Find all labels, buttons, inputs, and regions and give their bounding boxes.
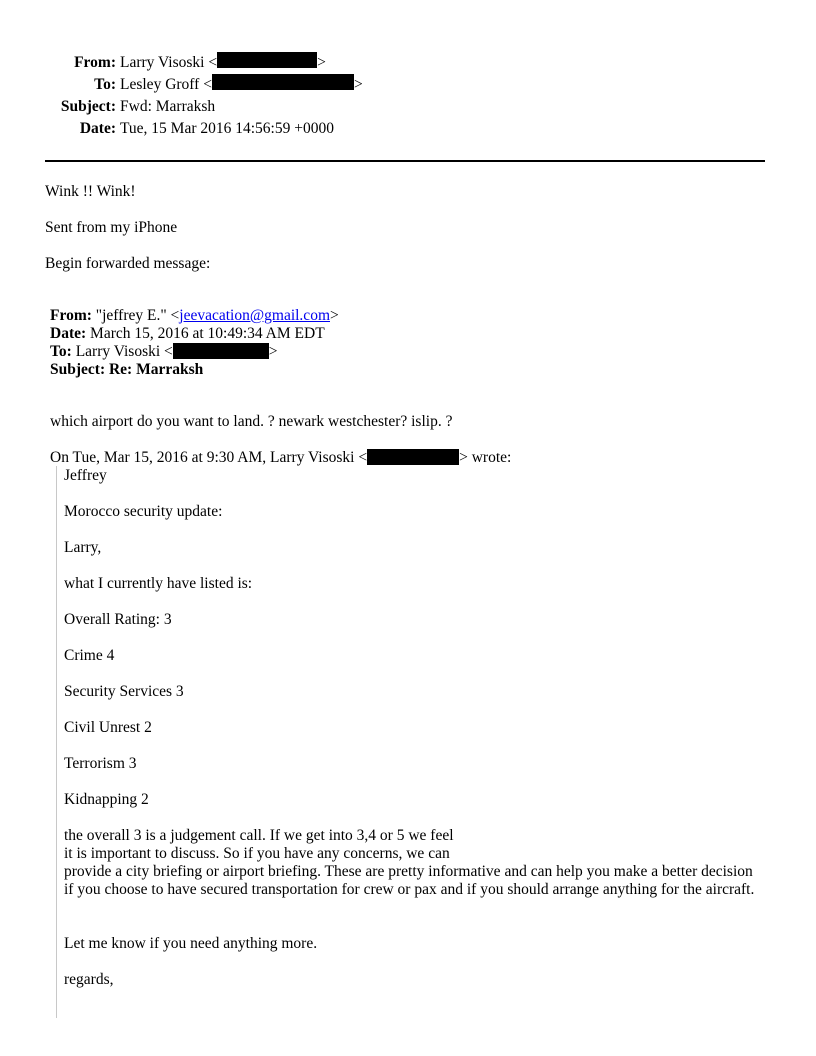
to-name: Lesley Groff < [120,76,212,93]
quoted-line: Larry, [64,539,102,556]
quoted-line: Morocco security update: [64,503,223,520]
quoted-line: Jeffrey [64,467,107,484]
redaction-box [173,343,269,359]
email-header [0,52,363,140]
header-subject-row [0,96,363,118]
subject-label: Subject: [60,98,116,115]
fwd-subject-row [50,361,339,379]
quoted-line: Let me know if you need anything more. [64,935,318,952]
to-label: To: [94,76,116,93]
reply-attribution [50,449,511,467]
fwd-to-text: Larry Visoski < [75,343,173,360]
quoted-line: Crime 4 [64,647,115,664]
fwd-from-row [50,307,339,325]
fwd-to-row [50,343,339,361]
forwarded-header [50,307,339,379]
quoted-para-line: the overall 3 is a judgement call. If we get into 3,4 or 5 we feel [64,827,454,844]
date-label: Date: [79,120,116,137]
body-line-sent-from: Sent from my iPhone [45,219,178,236]
quoted-para-line: provide a city briefing or airport briefing. These are pretty informative and can help you make a better decision if you choose to have secured transportation for crew or pax and if you should arrange anything for the aircraft. [64,863,755,898]
quoted-line: Overall Rating: 3 [64,611,172,628]
header-from-row [0,52,363,74]
header-to-row [0,74,363,96]
fwd-subject-label: Subject: [50,361,106,378]
fwd-to-label: To: [50,343,72,360]
header-divider [45,160,765,162]
body-line-wink: Wink !! Wink! [45,183,136,200]
from-label: From: [74,54,116,71]
body-line-begin-forwarded: Begin forwarded message: [45,255,211,272]
fwd-subject-value: Re: Marraksh [108,361,204,378]
quoted-line: Security Services 3 [64,683,184,700]
fwd-to-close: > [268,343,278,360]
header-date-row [0,118,363,140]
date-value: Tue, 15 Mar 2016 14:56:59 +0000 [120,120,334,137]
fwd-from-email-link[interactable]: jeevacation@gmail.com [179,307,330,324]
fwd-from-label: From: [50,307,92,324]
to-close: > [353,76,363,93]
fwd-date-value: March 15, 2016 at 10:49:34 AM EDT [90,325,325,342]
quoted-line: Kidnapping 2 [64,791,149,808]
reply-attribution-prefix: On Tue, Mar 15, 2016 at 9:30 AM, Larry Visoski < [50,449,368,466]
quoted-line: Civil Unrest 2 [64,719,152,736]
subject-value: Fwd: Marraksh [120,98,216,115]
reply-question: which airport do you want to land. ? newark westchester? islip. ? [50,413,453,430]
fwd-date-label: Date: [50,325,87,342]
redaction-box [367,449,459,465]
quoted-line: regards, [64,971,114,988]
quoted-line: Terrorism 3 [64,755,137,772]
quoted-paragraph [64,827,764,899]
reply-attribution-suffix: > wrote: [459,449,512,466]
quoted-para-line: it is important to discuss. So if you have any concerns, we can [64,845,450,862]
from-close: > [317,54,326,71]
redaction-box [217,52,317,68]
fwd-from-close: > [330,307,339,324]
fwd-date-row [50,325,339,343]
fwd-from-text: "jeffrey E." < [95,307,180,324]
redaction-box [212,74,354,90]
quote-bar [56,466,57,1018]
quoted-line: what I currently have listed is: [64,575,253,592]
from-name: Larry Visoski < [120,54,218,71]
